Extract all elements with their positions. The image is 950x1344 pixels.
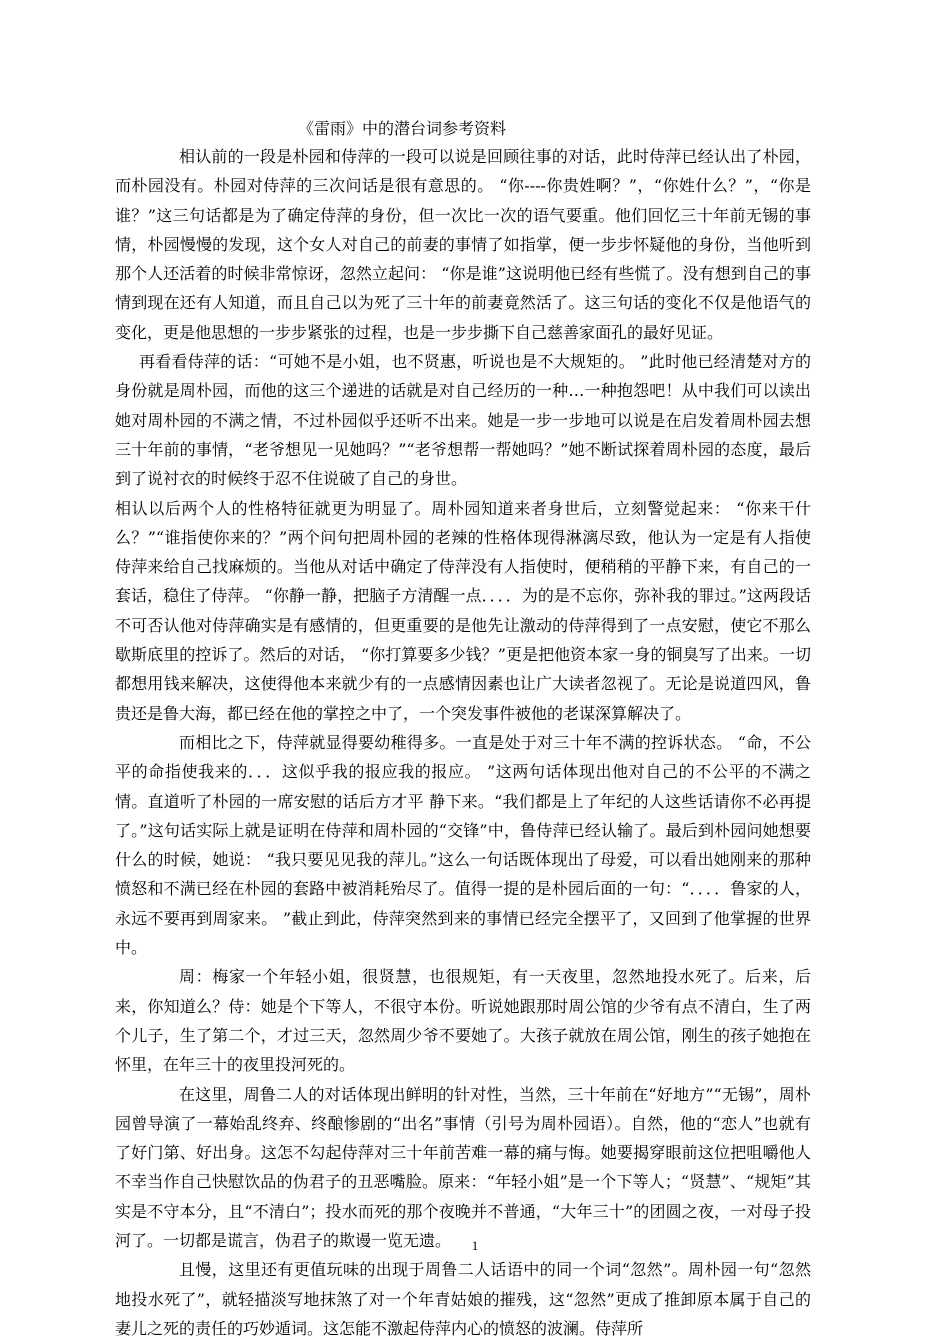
paragraph-7: 且慢，这里还有更值玩味的出现于周鲁二人话语中的同一个词“忽然”。周朴园一句“忽然地投水死了”，就轻描淡写地抹煞了对一个年青姑娘的摧残，这“忽然”更成了推卸原本属于自己的妻儿之死的责任的巧妙遁词。这怎能不激起侍萍内心的愤怒的波澜。侍萍所 — [115, 1260, 811, 1338]
document-page — [115, 118, 811, 1343]
paragraph-4: 而相比之下，侍萍就显得要幼稚得多。一直是处于对三十年不满的控诉状态。 “命，不公平的命指使我来的．．．这似乎我的报应我的报应。 ”这两句话体现出他对自己的不公平的不满之情。直道听了朴园的一席安慰的话后方才平 静下来。“我们都是上了年纪的人这些话请你不必再提了。”这句话实际上就是证明在侍萍和周朴园的“交锋”中，鲁侍萍已经认输了。最后到朴园问她想要什么的时候，她说： “我只要见见我的萍儿。”这么一句话既体现出了母爱，可以看出她刚来的那种愤怒和不满已经在朴园的套路中被消耗殆尽了。值得一提的是朴园后面的一句：“．．．．鲁家的人，永远不要再到周家来。 ”截止到此，侍萍突然到来的事情已经完全摆平了，又回到了他掌握的世界中。 — [115, 732, 811, 958]
paragraph-3: 相认以后两个人的性格特征就更为明显了。周朴园知道来者身世后，立刻警觉起来： “你来干什么？”“谁指使你来的？”两个问句把周朴园的老辣的性格体现得淋漓尽致，他认为一定是有人指使侍萍来给自己找麻烦的。当他从对话中确定了侍萍没有人指使时，便稍稍的平静下来，有自己的一套话，稳住了侍萍。 “你静一静，把脑子方清醒一点．．．．为的是不忘你，弥补我的罪过。”这两段话不可否认他对侍萍确实是有感情的，但更重要的是他先让激动的侍萍得到了一点安慰，使它不那么歇斯底里的控诉了。然后的对话， “你打算要多少钱？”更是把他资本家一身的铜臭写了出来。一切都想用钱来解决，这使得他本来就少有的一点感情因素也让广大读者忽视了。无论是说道四风，鲁贵还是鲁大海，都已经在他的掌控之中了，一个突发事件被他的老谋深算解决了。 — [115, 498, 811, 723]
paragraph-1: 相认前的一段是朴园和侍萍的一段可以说是回顾往事的对话，此时侍萍已经认出了朴园，而朴园没有。朴园对侍萍的三次问话是很有意思的。 “你----你贵姓啊？”，“你姓什么？”，“你是谁？”这三句话都是为了确定侍萍的身份，但一次比一次的语气要重。他们回忆三十年前无锡的事情，朴园慢慢的发现，这个女人对自己的前妻的事情了如指掌，便一步步怀疑他的身份，当他听到那个人还活着的时候非常惊讶，忽然立起问： “你是谁”这说明他已经有些慌了。没有想到自己的事情到现在还有人知道，而且自己以为死了三十年的前妻竟然活了。这三句话的变化不仅是他语气的变化，更是他思想的一步步紧张的过程，也是一步步撕下自己慈善家面孔的最好见证。 — [115, 147, 811, 342]
document-title: 《雷雨》中的潜台词参考资料 — [298, 119, 507, 138]
paragraph-5: 周：梅家一个年轻小姐，很贤慧，也很规矩，有一天夜里，忽然地投水死了。后来，后来，你知道么？侍：她是个下等人，不很守本份。听说她跟那时周公馆的少爷有点不清白，生了两个儿子，生了第二个，才过三天，忽然周少爷不要她了。大孩子就放在周公馆，刚生的孩子她抱在怀里，在年三十的夜里投河死的。 — [115, 967, 811, 1075]
paragraph-2: 再看看侍萍的话：“可她不是小姐，也不贤惠，听说也是不大规矩的。 ”此时他已经清楚对方的身份就是周朴园，而他的这三个递进的话就是对自己经历的一种…一种抱怨吧！从中我们可以读出她对周朴园的不满之情，不过朴园似乎还听不出来。她是一步一步地可以说是在启发着周朴园去想三十年前的事情，“老爷想见一见她吗？”“老爷想帮一帮她吗？”她不断试探着周朴园的态度，最后到了说衬衣的时候终于忍不住说破了自己的身世。 — [115, 352, 811, 489]
page-number: 1 — [471, 1238, 479, 1253]
paragraph-6: 在这里，周鲁二人的对话体现出鲜明的针对性，当然，三十年前在“好地方”“无锡”，周朴园曾导演了一幕始乱终弃、终酿惨剧的“出名”事情（引号为周朴园语）。自然，他的“恋人”也就有了好门第、好出身。这怎不勾起侍萍对三十年前苦难一幕的痛与悔。她要揭穿眼前这位把咀嚼他人不幸当作自己快慰饮品的伪君子的丑恶嘴脸。原来：“年轻小姐”是一个下等人；“贤慧”、“规矩”其实是不守本分，且“不清白”；投水而死的那个夜晚并不普通，“大年三十”的团圆之夜，一对母子投河了。一切都是谎言，伪君子的欺谩一览无遗。 — [115, 1084, 811, 1250]
